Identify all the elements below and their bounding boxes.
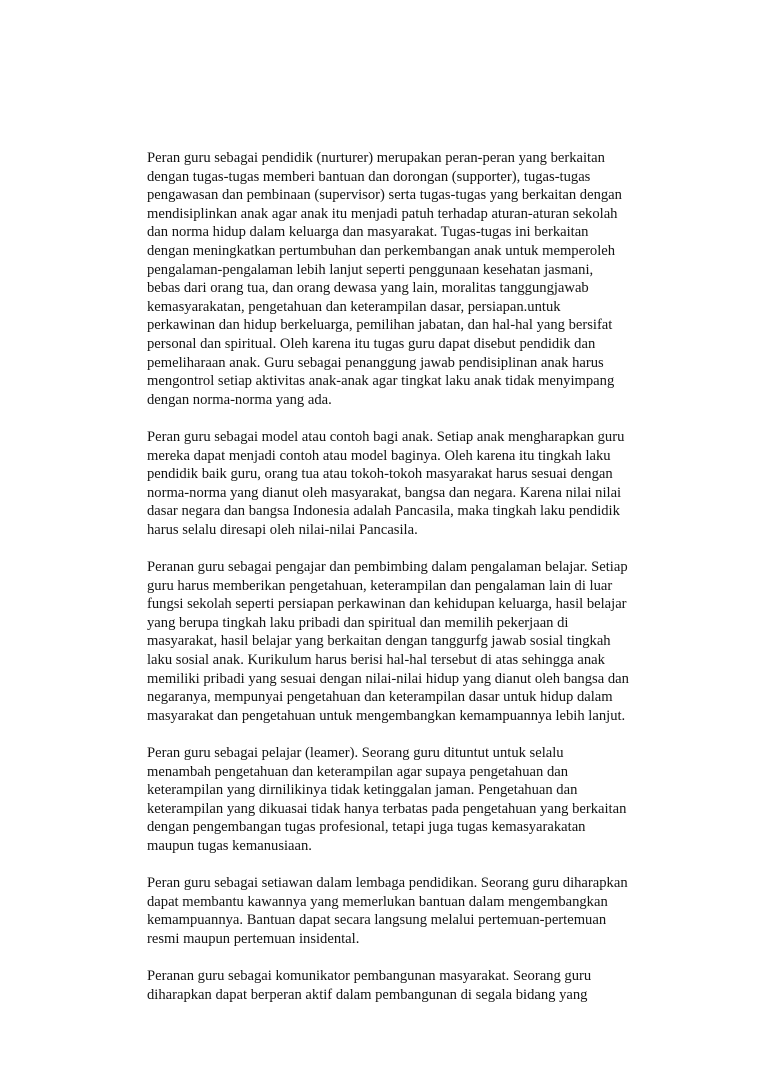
text-line: dan norma hidup dalam keluarga dan masyarakat. Tugas-tugas ini berkaitan <box>147 224 589 241</box>
text-line: guru harus memberikan pengetahuan, keterampilan dan pengalaman lain di luar <box>147 577 613 594</box>
paragraph <box>147 967 667 1004</box>
text-line: Peranan guru sebagai komunikator pembangunan masyarakat. Seorang guru <box>147 968 592 985</box>
text-line: yang berupa tingkah laku pribadi dan spiritual dan memilih pekerjaan di <box>147 614 569 631</box>
text-line: masyarakat dan pengetahuan untuk mengembangkan kemampuannya lebih lanjut. <box>147 707 626 724</box>
text-line: menambah pengetahuan dan keterampilan agar supaya pengetahuan dan <box>147 763 569 780</box>
text-line: pengalaman-pengalaman lebih lanjut seperti penggunaan kesehatan jasmani, <box>147 261 594 278</box>
text-line: norma-norma yang dianut oleh masyarakat, bangsa dan negara. Karena nilai nilai <box>147 484 622 501</box>
text-line: fungsi sekolah seperti persiapan perkawinan dan kehidupan keluarga, hasil belajar <box>147 596 627 613</box>
text-line: kemasyarakatan, pengetahuan dan keterampilan dasar, persiapan.untuk <box>147 298 561 315</box>
text-line: Peran guru sebagai pelajar (leamer). Seorang guru dituntut untuk selalu <box>147 745 564 761</box>
text-line: pemeliharaan anak. Guru sebagai penanggung jawab pendisiplinan anak harus <box>147 354 604 371</box>
text-line: negaranya, mempunyai pengetahuan dan keterampilan dasar untuk hidup dalam <box>147 689 613 706</box>
text-line: Peranan guru sebagai pengajar dan pembimbing dalam pengalaman belajar. Setiap <box>147 559 628 576</box>
text-line: dengan meningkatkan pertumbuhan dan perkembangan anak untuk memperoleh <box>147 242 616 259</box>
text-line: Peran guru sebagai setiawan dalam lembaga pendidikan. Seorang guru diharapkan <box>147 875 628 892</box>
text-line: harus selalu diresapi oleh nilai-nilai Pancasila. <box>147 521 418 538</box>
text-line: laku sosial anak. Kurikulum harus berisi hal-hal tersebut di atas sehingga anak <box>147 652 605 669</box>
paragraph <box>147 744 667 856</box>
paragraph <box>147 558 667 725</box>
text-line: dengan norma-norma yang ada. <box>147 391 332 408</box>
text-line: Peran guru sebagai pendidik (nurturer) merupakan peran-peran yang berkaitan <box>147 150 605 166</box>
text-line: keterampilan yang dirnilikinya tidak ketinggalan jaman. Pengetahuan dan <box>147 782 578 799</box>
text-line: diharapkan dapat berperan aktif dalam pembangunan di segala bidang yang <box>147 986 588 1003</box>
text-line: pengawasan dan pembinaan (supervisor) serta tugas-tugas yang berkaitan dengan <box>147 187 622 204</box>
paragraph <box>147 149 667 409</box>
text-line: dasar negara dan bangsa Indonesia adalah Pancasila, maka tingkah laku pendidik <box>147 503 620 520</box>
text-line: resmi maupun pertemuan insidental. <box>147 930 360 947</box>
text-line: personal dan spiritual. Oleh karena itu tugas guru dapat disebut pendidik dan <box>147 335 596 352</box>
text-line: perkawinan dan hidup berkeluarga, pemilihan jabatan, dan hal-hal yang bersifat <box>147 317 613 334</box>
text-line: kemampuannya. Bantuan dapat secara langsung melalui pertemuan-pertemuan <box>147 912 607 929</box>
text-line: pendidik baik guru, orang tua atau tokoh-tokoh masyarakat harus sesuai dengan <box>147 466 613 483</box>
text-line: mengontrol setiap aktivitas anak-anak agar tingkat laku anak tidak menyimpang <box>147 373 615 390</box>
text-line: masyarakat, hasil belajar yang berkaitan dengan tanggurfg jawab sosial tingkah <box>147 633 611 650</box>
text-line: memiliki pribadi yang sesuai dengan nilai-nilai hidup yang dianut oleh bangsa dan <box>147 670 629 687</box>
text-line: mereka dapat menjadi contoh atau model baginya. Oleh karena itu tingkah laku <box>147 447 611 464</box>
document-body <box>147 149 667 1023</box>
text-line: dapat membantu kawannya yang memerlukan bantuan dalam mengembangkan <box>147 893 608 910</box>
text-line: mendisiplinkan anak agar anak itu menjadi patuh terhadap aturan-aturan sekolah <box>147 205 618 222</box>
text-line: maupun tugas kemanusiaan. <box>147 837 312 854</box>
text-line: dengan pengembangan tugas profesional, tetapi juga tugas kemasyarakatan <box>147 819 586 836</box>
paragraph <box>147 428 667 540</box>
text-line: keterampilan yang dikuasai tidak hanya terbatas pada pengetahuan yang berkaitan <box>147 800 627 817</box>
text-line: Peran guru sebagai model atau contoh bagi anak. Setiap anak mengharapkan guru <box>147 428 625 445</box>
text-line: bebas dari orang tua, dan orang dewasa yang lain, moralitas tanggungjawab <box>147 280 589 297</box>
text-line: dengan tugas-tugas memberi bantuan dan dorongan (supporter), tugas-tugas <box>147 168 591 185</box>
paragraph <box>147 874 667 948</box>
